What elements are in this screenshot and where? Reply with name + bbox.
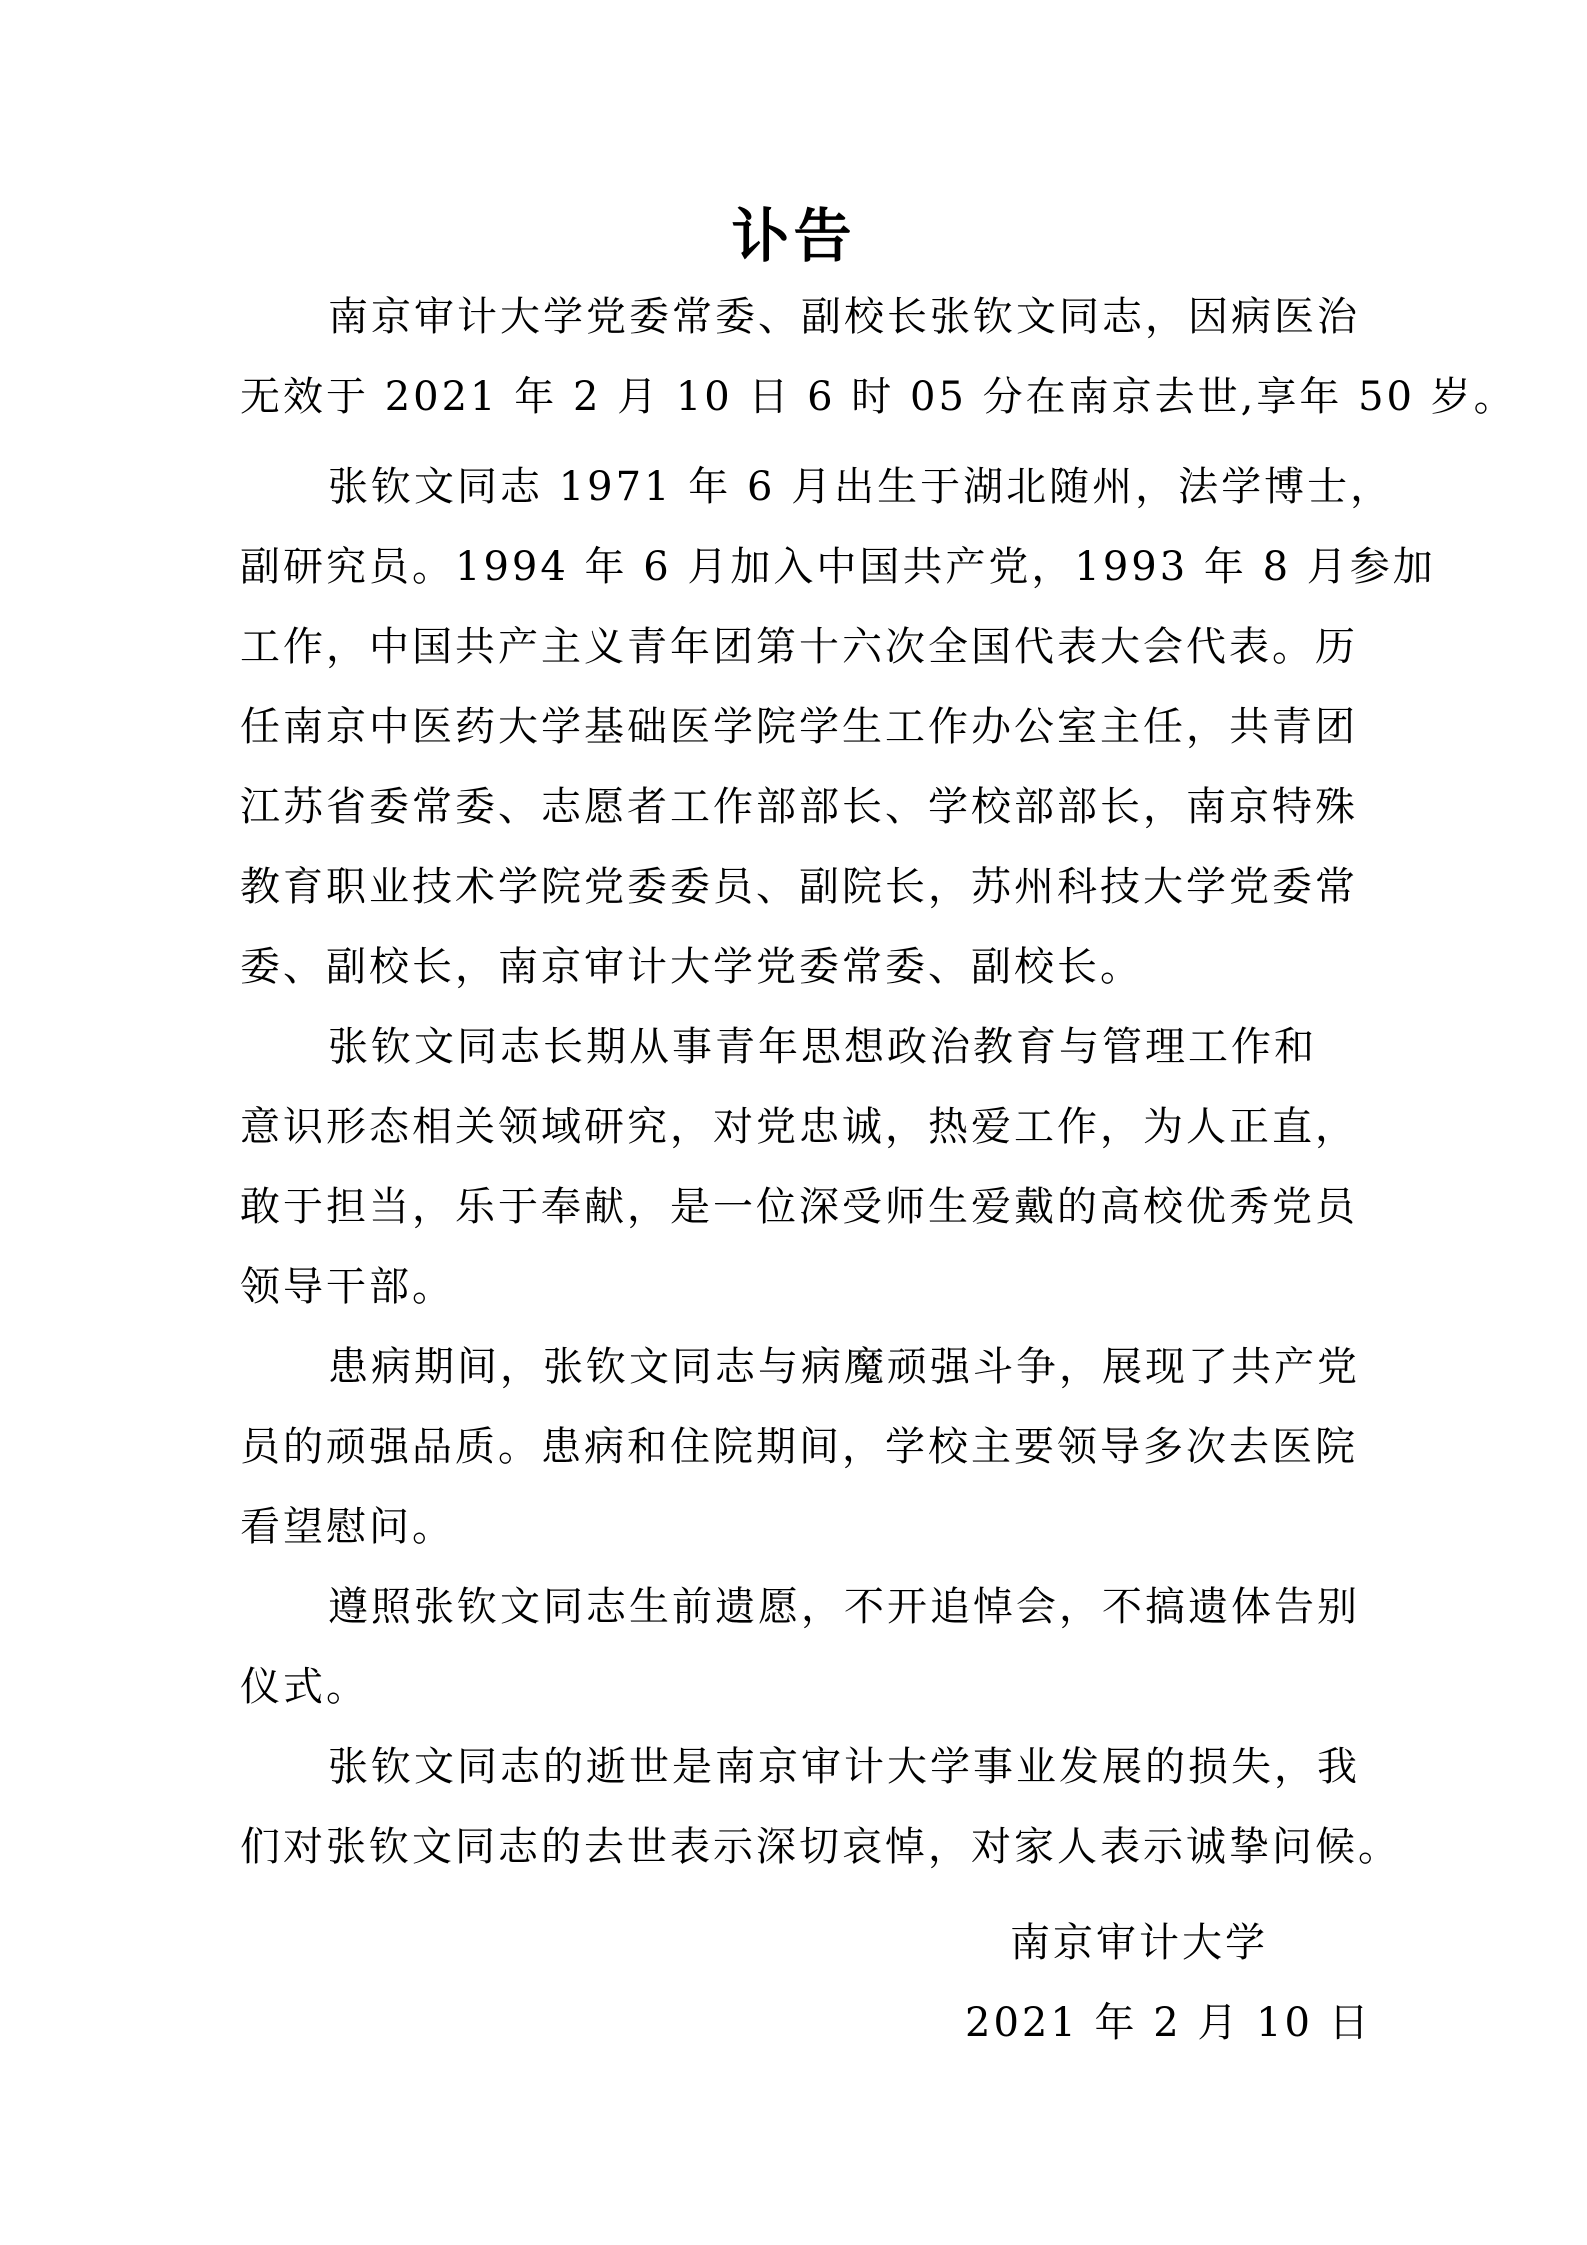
paragraph-line: 江苏省委常委、志愿者工作部部长、学校部部长，南京特殊: [240, 784, 1358, 830]
document-body: [240, 277, 1517, 1887]
paragraph-line: 领导干部。: [240, 1264, 455, 1310]
signature-date: 2021 年 2 月 10 日: [965, 2000, 1372, 2046]
paragraph-5: [240, 1567, 1360, 1727]
paragraph-line: 委、副校长，南京审计大学党委常委、副校长。: [240, 944, 1143, 990]
paragraph-4: [240, 1327, 1360, 1567]
paragraph-line: 张钦文同志的逝世是南京审计大学事业发展的损失，我: [328, 1744, 1360, 1790]
paragraph-line: 南京审计大学党委常委、副校长张钦文同志，因病医治: [328, 294, 1360, 340]
paragraph-line: 患病期间，张钦文同志与病魔顽强斗争，展现了共产党: [328, 1344, 1360, 1390]
paragraph-line: 意识形态相关领域研究，对党忠诚，热爱工作，为人正直，: [240, 1104, 1358, 1150]
paragraph-1: [240, 277, 1517, 437]
paragraph-line: 们对张钦文同志的去世表示深切哀悼，对家人表示诚挚问候。: [240, 1824, 1401, 1870]
signature-organization: 南京审计大学: [1010, 1920, 1268, 1966]
paragraph-line: 看望慰问。: [240, 1504, 455, 1550]
paragraph-line: 遵照张钦文同志生前遗愿，不开追悼会，不搞遗体告别: [328, 1584, 1360, 1630]
paragraph-line: 仪式。: [240, 1664, 369, 1710]
paragraph-line: 敢于担当，乐于奉献，是一位深受师生爱戴的高校优秀党员: [240, 1184, 1358, 1230]
paragraph-line: 副研究员。1994 年 6 月加入中国共产党，1993 年 8 月参加: [240, 544, 1436, 590]
paragraph-line: 工作，中国共产主义青年团第十六次全国代表大会代表。历: [240, 624, 1358, 670]
paragraph-line: 教育职业技术学院党委委员、副院长，苏州科技大学党委常: [240, 864, 1358, 910]
paragraph-2: [240, 447, 1436, 1007]
paragraph-6: [240, 1727, 1401, 1887]
paragraph-3: [240, 1007, 1358, 1327]
paragraph-line: 无效于 2021 年 2 月 10 日 6 时 05 分在南京去世,享年 50 岁。: [240, 374, 1517, 420]
paragraph-line: 员的顽强品质。患病和住院期间，学校主要领导多次去医院: [240, 1424, 1358, 1470]
page-title: 讣告: [731, 202, 856, 270]
paragraph-line: 任南京中医药大学基础医学院学生工作办公室主任，共青团: [240, 704, 1358, 750]
paragraph-line: 张钦文同志 1971 年 6 月出生于湖北随州，法学博士，: [328, 464, 1394, 510]
paragraph-line: 张钦文同志长期从事青年思想政治教育与管理工作和: [328, 1024, 1317, 1070]
